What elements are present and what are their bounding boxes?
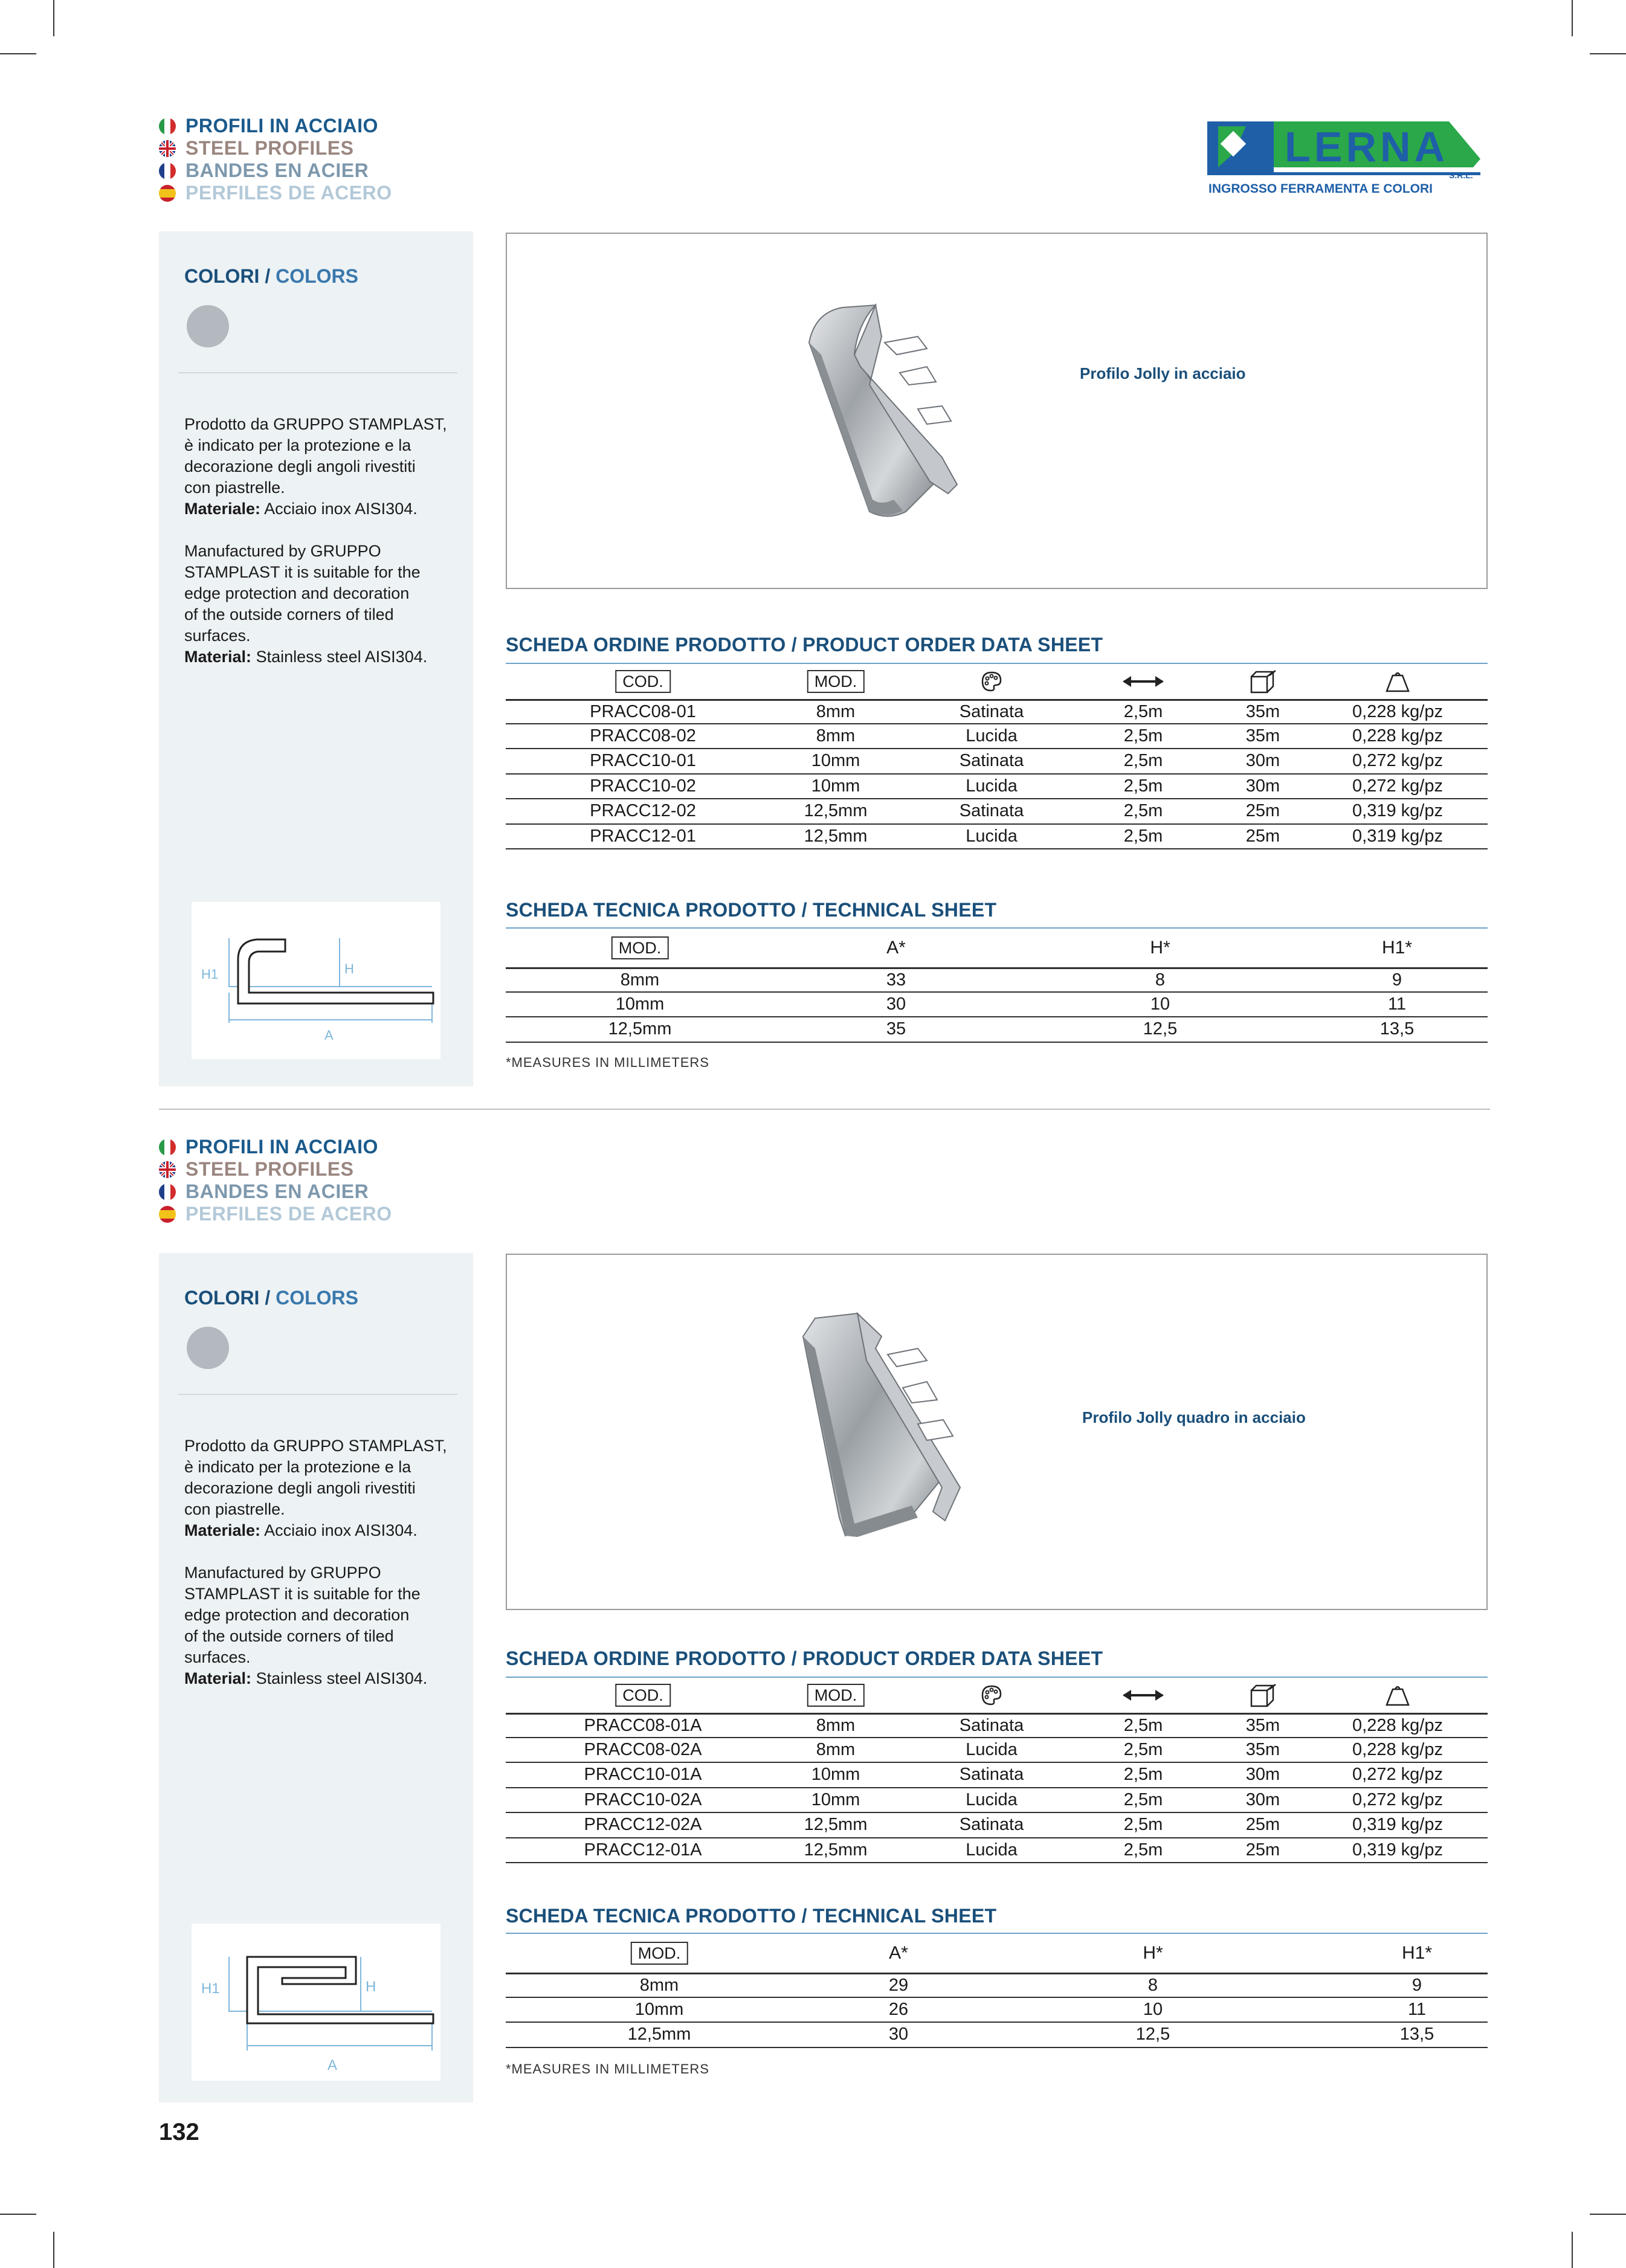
heading-text: PROFILI IN ACCIAIO [186, 115, 378, 137]
product-photo-frame [506, 1254, 1488, 1610]
cell-length: 2,5m [1123, 1840, 1163, 1860]
heading-spanish [159, 1203, 392, 1225]
cell-weight: 0,319 kg/pz [1352, 1815, 1443, 1835]
colors-title [184, 1287, 358, 1309]
material-label: Materiale: [184, 500, 261, 518]
table-row [506, 1838, 1488, 1864]
svg-text:LERNA: LERNA [1285, 123, 1449, 170]
cell-h: 12,5 [1143, 1019, 1178, 1039]
description-line: Manufactured by GRUPPO [184, 1564, 381, 1582]
cell-a: 30 [888, 2025, 909, 2044]
heading-french [159, 1181, 392, 1203]
material-line [184, 1520, 456, 1541]
spain-flag-icon [159, 1206, 176, 1223]
order-sheet-title: SCHEDA ORDINE PRODOTTO / PRODUCT ORDER DATA SHEET [506, 634, 1103, 656]
cell-code: PRACC10-01A [584, 1765, 702, 1785]
package-icon [1249, 1678, 1277, 1713]
material-label: Material: [184, 648, 252, 666]
table-row [506, 1763, 1488, 1788]
cell-weight: 0,272 kg/pz [1352, 1790, 1443, 1809]
color-swatch-steel [187, 1327, 229, 1369]
description-line: con piastrelle. [184, 1500, 285, 1518]
cell-package: 25m [1245, 801, 1280, 821]
cell-a: 30 [886, 994, 906, 1014]
cell-finish: Lucida [966, 1790, 1018, 1809]
cell-a: 29 [888, 1975, 909, 1995]
material-value: Stainless steel AISI304. [256, 648, 428, 666]
header-mod: MOD. [807, 1684, 865, 1707]
diagram-label-h1: H1 [201, 1980, 220, 1997]
cell-code: PRACC12-02 [590, 801, 696, 821]
heading-english [159, 1158, 392, 1181]
material-value: Stainless steel AISI304. [256, 1669, 428, 1687]
cell-weight: 0,319 kg/pz [1352, 801, 1443, 821]
cell-code: PRACC08-02A [584, 1739, 702, 1759]
cell-code: PRACC10-02A [584, 1790, 702, 1809]
cell-weight: 0,228 kg/pz [1352, 701, 1443, 721]
cell-code: PRACC10-01 [590, 751, 696, 771]
cell-weight: 0,272 kg/pz [1352, 1765, 1443, 1785]
material-value: Acciaio inox AISI304. [264, 500, 418, 518]
cell-finish: Satinata [959, 801, 1024, 821]
table-row [506, 1017, 1488, 1043]
section-divider [159, 1109, 1490, 1110]
cell-length: 2,5m [1123, 701, 1163, 721]
description-line: è indicato per la protezione e la [184, 1458, 411, 1476]
heading-text: BANDES EN ACIER [186, 1181, 369, 1202]
cell-code: PRACC08-02 [590, 726, 696, 746]
cell-model: 8mm [816, 701, 856, 721]
cell-length: 2,5m [1123, 826, 1163, 846]
header-mod: MOD. [611, 936, 669, 959]
cell-code: PRACC12-02A [584, 1815, 702, 1835]
table-row [506, 2023, 1488, 2048]
colors-slash: / [265, 265, 271, 287]
heading-text: BANDES EN ACIER [186, 159, 369, 181]
cell-package: 30m [1245, 1765, 1280, 1785]
cell-package: 30m [1245, 776, 1280, 796]
cell-package: 25m [1245, 826, 1280, 846]
product-image-jolly-quadro [797, 1312, 1021, 1548]
material-value: Acciaio inox AISI304. [264, 1521, 418, 1539]
cell-length: 2,5m [1123, 1715, 1163, 1735]
uk-flag-icon [159, 1161, 176, 1178]
heading-italian [159, 1136, 392, 1158]
cell-model: 8mm [816, 726, 856, 746]
cell-finish: Satinata [959, 1765, 1024, 1785]
cell-h1: 11 [1407, 1999, 1427, 2019]
order-sheet-title: SCHEDA ORDINE PRODOTTO / PRODUCT ORDER DATA SHEET [506, 1648, 1103, 1669]
cell-weight: 0,228 kg/pz [1352, 1739, 1443, 1759]
cell-h: 10 [1143, 1999, 1163, 2019]
cell-model: 10mm [811, 1790, 860, 1809]
cell-model: 8mm [620, 970, 660, 990]
cell-weight: 0,272 kg/pz [1352, 751, 1443, 771]
page-number: 132 [159, 2119, 199, 2145]
diagram-label-a: A [327, 2057, 338, 2073]
cell-package: 30m [1245, 1790, 1280, 1809]
cell-finish: Satinata [959, 751, 1024, 771]
diagram-label-a: A [324, 1028, 334, 1043]
cell-finish: Lucida [966, 826, 1018, 846]
crop-mark [1572, 2232, 1573, 2268]
cell-h: 12,5 [1135, 2025, 1170, 2044]
header-h1: H1* [1401, 1943, 1433, 1963]
heading-text: STEEL PROFILES [186, 1158, 354, 1180]
cell-package: 35m [1245, 1739, 1280, 1759]
cell-model: 12,5mm [804, 826, 868, 846]
cell-code: PRACC10-02 [590, 776, 696, 796]
description-line: Prodotto da GRUPPO STAMPLAST, [184, 1437, 447, 1455]
header-a: A* [889, 1943, 908, 1963]
table-row [506, 1973, 1488, 1998]
heading-text: PROFILI IN ACCIAIO [186, 1136, 378, 1158]
length-arrow-icon [1121, 1678, 1165, 1713]
header-a: A* [886, 938, 906, 958]
cell-model: 12,5mm [627, 2025, 691, 2044]
sidebar [159, 1253, 473, 2102]
cell-model: 12,5mm [804, 801, 868, 821]
weight-icon [1384, 1678, 1411, 1713]
order-table-body [506, 1713, 1488, 1863]
cell-package: 35m [1245, 1715, 1280, 1735]
cell-h: 10 [1150, 994, 1170, 1014]
divider [178, 1394, 457, 1395]
cell-code: PRACC08-01 [590, 701, 696, 721]
crop-mark [0, 2214, 36, 2215]
cell-length: 2,5m [1123, 1815, 1163, 1835]
diagram-label-h: H [344, 961, 354, 976]
cell-a: 26 [888, 1999, 909, 2019]
header-cod: COD. [615, 1684, 671, 1707]
material-line [184, 1668, 456, 1689]
france-flag-icon [159, 1184, 176, 1200]
table-row [506, 1998, 1488, 2023]
cell-package: 35m [1245, 726, 1280, 746]
description-line: con piastrelle. [184, 478, 285, 497]
description-line: of the outside corners of tiled [184, 1627, 394, 1645]
cell-length: 2,5m [1123, 801, 1163, 821]
cell-h1: 13,5 [1399, 2025, 1434, 2044]
description-line: edge protection and decoration [184, 584, 410, 602]
crop-mark [1590, 2214, 1626, 2215]
language-headings [159, 1136, 392, 1225]
diagram-label-h1: H1 [201, 967, 219, 982]
cell-model: 8mm [639, 1975, 679, 1995]
cell-finish: Satinata [959, 1815, 1024, 1835]
cell-a: 33 [886, 970, 906, 990]
svg-text:INGROSSO FERRAMENTA E COLORI: INGROSSO FERRAMENTA E COLORI [1208, 182, 1433, 196]
cell-package: 35m [1245, 701, 1280, 721]
material-label: Material: [184, 1669, 252, 1687]
header-h: H* [1143, 1943, 1163, 1963]
cell-model: 8mm [816, 1715, 856, 1735]
cell-length: 2,5m [1123, 1739, 1163, 1759]
diagram-label-h: H [366, 1979, 376, 1995]
measures-note: *MEASURES IN MILLIMETERS [506, 1055, 709, 1070]
tech-table-header [506, 1934, 1488, 1973]
cell-weight: 0,272 kg/pz [1352, 776, 1443, 796]
cell-length: 2,5m [1123, 1765, 1163, 1785]
cell-weight: 0,319 kg/pz [1352, 1840, 1443, 1860]
order-table [506, 1678, 1488, 1863]
cell-length: 2,5m [1123, 726, 1163, 746]
italy-flag-icon [159, 1139, 176, 1156]
cell-package: 30m [1245, 751, 1280, 771]
product-caption: Profilo Jolly in acciaio [1080, 364, 1246, 382]
description-line: surfaces. [184, 627, 251, 645]
heading-text: PERFILES DE ACERO [186, 1203, 392, 1225]
cell-model: 8mm [816, 1739, 856, 1759]
cell-model: 12,5mm [804, 1815, 868, 1835]
description-line: decorazione degli angoli rivestiti [184, 457, 416, 475]
cell-finish: Lucida [966, 1840, 1018, 1860]
cell-model: 10mm [634, 1999, 684, 2019]
header-mod: MOD. [807, 670, 865, 693]
tech-table [506, 1934, 1488, 2048]
cell-code: PRACC08-01A [584, 1715, 702, 1735]
cell-weight: 0,228 kg/pz [1352, 726, 1443, 746]
table-row [506, 993, 1488, 1018]
colors-slash: / [265, 1287, 271, 1309]
cell-model: 10mm [811, 1765, 860, 1785]
cell-h: 8 [1147, 1975, 1158, 1995]
description-line: Prodotto da GRUPPO STAMPLAST, [184, 415, 447, 433]
header-h: H* [1150, 938, 1170, 958]
description-line: surfaces. [184, 1648, 251, 1666]
cell-model: 10mm [811, 751, 860, 771]
heading-text: STEEL PROFILES [186, 137, 354, 159]
cell-finish: Satinata [959, 1715, 1024, 1735]
order-table-header [506, 1678, 1488, 1713]
colors-label-en: COLORS [276, 265, 358, 287]
cell-finish: Lucida [966, 726, 1018, 746]
table-row [506, 1738, 1488, 1764]
colors-label-en: COLORS [276, 1287, 358, 1309]
description-line: STAMPLAST it is suitable for the [184, 1585, 421, 1603]
cell-length: 2,5m [1123, 1790, 1163, 1809]
description-line: decorazione degli angoli rivestiti [184, 1479, 416, 1497]
colors-label-it: COLORI [184, 1287, 260, 1309]
cell-model: 12,5mm [804, 1840, 868, 1860]
cell-finish: Lucida [966, 1739, 1018, 1759]
description-line: è indicato per la protezione e la [184, 436, 411, 454]
cell-code: PRACC12-01A [584, 1840, 702, 1860]
material-label: Materiale: [184, 1521, 261, 1539]
cell-h1: 9 [1411, 1975, 1422, 1995]
description-line: edge protection and decoration [184, 1606, 410, 1624]
header-h1: H1* [1381, 938, 1413, 958]
cell-h1: 11 [1387, 994, 1407, 1014]
colors-label-it: COLORI [184, 265, 260, 287]
description-english [184, 1562, 456, 1689]
tech-table-body [506, 1973, 1488, 2048]
table-row [506, 1813, 1488, 1838]
cell-length: 2,5m [1123, 751, 1163, 771]
cell-length: 2,5m [1123, 776, 1163, 796]
description-italian [184, 1435, 456, 1541]
cell-package: 25m [1245, 1840, 1280, 1860]
header-mod: MOD. [631, 1942, 688, 1965]
cell-code: PRACC12-01 [590, 826, 696, 846]
cell-model: 10mm [811, 776, 860, 796]
cell-h: 8 [1155, 970, 1166, 990]
cell-finish: Satinata [959, 701, 1024, 721]
measures-note: *MEASURES IN MILLIMETERS [506, 2061, 709, 2076]
heading-text: PERFILES DE ACERO [186, 182, 392, 204]
cell-finish: Lucida [966, 776, 1018, 796]
cell-package: 25m [1245, 1815, 1280, 1835]
crop-mark [53, 2232, 54, 2268]
cell-a: 35 [886, 1019, 906, 1039]
description-line: of the outside corners of tiled [184, 605, 394, 623]
cell-weight: 0,319 kg/pz [1352, 826, 1443, 846]
cell-h1: 13,5 [1379, 1019, 1415, 1039]
cell-model: 10mm [615, 994, 665, 1014]
description-line: STAMPLAST it is suitable for the [184, 563, 421, 581]
palette-icon [981, 1678, 1002, 1713]
profile-diagram [192, 1924, 440, 2081]
table-row [506, 1788, 1488, 1814]
tech-sheet-title: SCHEDA TECNICA PRODOTTO / TECHNICAL SHEET [506, 1905, 997, 1927]
description-line: Manufactured by GRUPPO [184, 542, 381, 560]
cell-weight: 0,228 kg/pz [1352, 1715, 1443, 1735]
tech-sheet-title: SCHEDA TECNICA PRODOTTO / TECHNICAL SHEET [506, 899, 997, 921]
table-row [506, 1713, 1488, 1738]
product-description [184, 1435, 456, 1710]
cell-h1: 9 [1392, 970, 1402, 990]
cell-model: 12,5mm [608, 1019, 672, 1039]
product-caption: Profilo Jolly quadro in acciaio [1082, 1408, 1306, 1426]
header-cod: COD. [615, 670, 671, 693]
